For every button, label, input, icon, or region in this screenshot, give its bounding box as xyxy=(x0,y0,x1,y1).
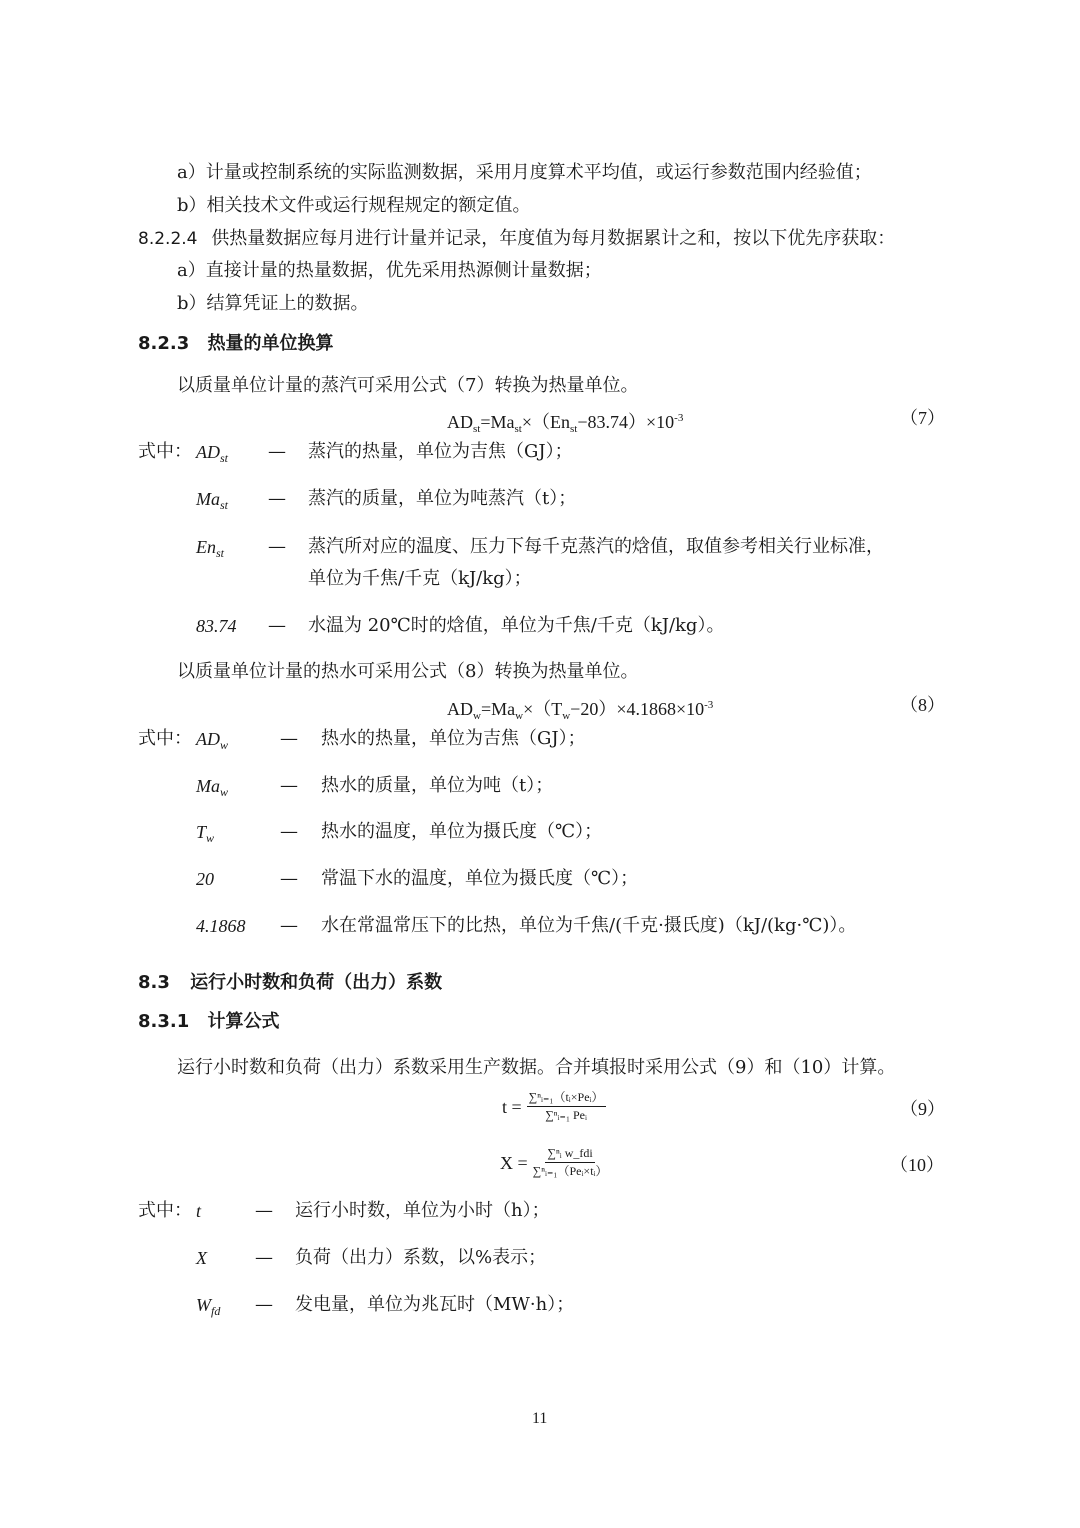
definition-text: 水温为 20℃时的焓值，单位为千焦/千克（kJ/kg）。 xyxy=(308,615,725,636)
formula-subscript: st xyxy=(473,423,481,435)
dash: — xyxy=(280,821,298,842)
formula-8-number: （8） xyxy=(900,695,945,715)
symbol: $T_w$ xyxy=(196,822,215,845)
formula-term: AD xyxy=(447,699,473,719)
heading-number: 8.2.3 xyxy=(138,333,190,354)
heading-title: 热量的单位换算 xyxy=(207,333,334,354)
symbol: 4.1868 xyxy=(196,916,246,936)
formula-10-number: （10） xyxy=(890,1155,944,1175)
list-item-b2: b）结算凭证上的数据。 xyxy=(177,293,369,314)
fraction xyxy=(533,1146,608,1179)
definition-text: 运行小时数，单位为小时（h）； xyxy=(295,1200,550,1221)
definition-ad-w xyxy=(196,727,228,757)
dash: — xyxy=(280,728,298,749)
formula-term: −20）×4.1868×10 xyxy=(570,699,705,719)
formula-lhs: t = xyxy=(502,1096,522,1117)
formula-exponent: -3 xyxy=(704,699,714,711)
formula-8 xyxy=(447,693,713,728)
heading-8-2-3 xyxy=(138,332,334,356)
formula-9 xyxy=(502,1090,606,1123)
dash: — xyxy=(255,1247,273,1268)
definition-text: 热水的温度，单位为摄氏度（℃）； xyxy=(321,821,603,842)
paragraph-runtime: 运行小时数和负荷（出力）系数采用生产数据。合并填报时采用公式（9）和（10）计算。 xyxy=(177,1057,896,1078)
definition-4-1868 xyxy=(196,914,246,939)
definition-w-fd xyxy=(196,1293,220,1323)
clause-number: 8.2.2.4 xyxy=(138,229,198,249)
formula-7 xyxy=(447,406,683,441)
fraction-numerator: ∑ⁿᵢ w_fdi xyxy=(545,1146,594,1163)
dash: — xyxy=(268,536,286,557)
definition-83-74 xyxy=(196,614,237,639)
definition-en-st xyxy=(196,535,224,565)
symbol: $AD_{st}$ xyxy=(196,442,229,465)
definition-x xyxy=(196,1246,207,1271)
page-number: 11 xyxy=(532,1410,548,1427)
definition-t-w xyxy=(196,820,214,850)
definition-text: 热水的质量，单位为吨（t）； xyxy=(321,775,554,796)
formula-7-number: （7） xyxy=(900,408,945,428)
symbol: $En_{st}$ xyxy=(196,537,225,560)
symbol: 83.74 xyxy=(196,616,237,636)
symbol: 20 xyxy=(196,869,214,889)
formula-term: =Ma xyxy=(480,699,516,719)
definition-text-continued: 单位为千焦/千克（kJ/kg）； xyxy=(308,568,532,589)
where-label: 式中： xyxy=(138,1200,192,1221)
symbol: X xyxy=(196,1248,207,1268)
fraction-denominator: ∑ⁿᵢ₌₁（Peᵢ×tᵢ） xyxy=(532,1164,608,1178)
definition-t xyxy=(196,1199,201,1224)
symbol: $Ma_{st}$ xyxy=(196,489,229,512)
definition-text: 蒸汽的热量，单位为吉焦（GJ）； xyxy=(308,441,573,462)
formula-lhs: X = xyxy=(500,1152,528,1173)
heading-title: 运行小时数和负荷（出力）系数 xyxy=(190,972,443,993)
definition-text: 负荷（出力）系数，以%表示； xyxy=(295,1247,547,1268)
formula-term: ×（En xyxy=(521,412,570,432)
dash: — xyxy=(280,775,298,796)
fraction xyxy=(527,1090,606,1123)
symbol: $Ma_w$ xyxy=(196,776,229,799)
heading-number: 8.3 xyxy=(138,972,170,993)
definition-text: 发电量，单位为兆瓦时（MW·h）； xyxy=(295,1294,575,1315)
definition-text: 热水的热量，单位为吉焦（GJ）； xyxy=(321,728,586,749)
paragraph-water: 以质量单位计量的热水可采用公式（8）转换为热量单位。 xyxy=(177,661,639,682)
heading-title: 计算公式 xyxy=(207,1011,280,1032)
dash: — xyxy=(255,1200,273,1221)
paragraph-steam: 以质量单位计量的蒸汽可采用公式（7）转换为热量单位。 xyxy=(177,375,639,396)
where-label: 式中： xyxy=(138,441,192,462)
formula-term: −83.74）×10 xyxy=(577,412,675,432)
clause-text: 供热量数据应每月进行计量并记录，年度值为每月数据累计之和，按以下优先序获取： xyxy=(211,228,896,249)
formula-subscript: w xyxy=(515,710,524,722)
formula-subscript: st xyxy=(514,423,522,435)
list-item-a2: a）直接计量的热量数据，优先采用热源侧计量数据； xyxy=(177,260,602,281)
definition-20 xyxy=(196,867,214,892)
definition-ma-st xyxy=(196,487,228,517)
formula-subscript: st xyxy=(570,423,578,435)
fraction-numerator: ∑ⁿᵢ₌₁（tᵢ×Peᵢ） xyxy=(527,1090,606,1107)
dash: — xyxy=(255,1294,273,1315)
heading-8-3 xyxy=(138,971,442,995)
formula-9-number: （9） xyxy=(900,1099,945,1119)
symbol: $W_{fd}$ xyxy=(196,1295,221,1318)
where-label: 式中： xyxy=(138,728,192,749)
formula-term: =Ma xyxy=(480,412,515,432)
formula-term: ×（T xyxy=(523,699,563,719)
definition-ma-w xyxy=(196,774,228,804)
list-item-b1: b）相关技术文件或运行规程规定的额定值。 xyxy=(177,195,531,216)
definition-text: 常温下水的温度，单位为摄氏度（℃）； xyxy=(321,868,639,889)
clause-8-2-2-4 xyxy=(138,227,895,251)
dash: — xyxy=(268,488,286,509)
symbol: $AD_w$ xyxy=(196,729,229,752)
dash: — xyxy=(280,868,298,889)
list-item-a1: a）计量或控制系统的实际监测数据，采用月度算术平均值，或运行参数范围内经验值； xyxy=(177,162,872,183)
formula-10 xyxy=(500,1146,608,1179)
formula-exponent: -3 xyxy=(674,412,684,424)
dash: — xyxy=(268,441,286,462)
formula-subscript: w xyxy=(562,710,571,722)
formula-term: AD xyxy=(447,412,473,432)
definition-text: 蒸汽所对应的温度、压力下每千克蒸汽的焓值，取值参考相关行业标准， xyxy=(308,536,884,557)
definition-text: 蒸汽的质量，单位为吨蒸汽（t）； xyxy=(308,488,577,509)
heading-number: 8.3.1 xyxy=(138,1011,190,1032)
heading-8-3-1 xyxy=(138,1010,280,1034)
formula-subscript: w xyxy=(473,710,481,722)
dash: — xyxy=(280,915,298,936)
definition-ad-st xyxy=(196,440,228,470)
definition-text: 水在常温常压下的比热，单位为千焦/(千克·摄氏度)（kJ/(kg·℃)）。 xyxy=(321,915,857,936)
symbol: t xyxy=(196,1201,202,1221)
fraction-denominator: ∑ⁿᵢ₌₁ Peᵢ xyxy=(545,1108,587,1122)
dash: — xyxy=(268,615,286,636)
